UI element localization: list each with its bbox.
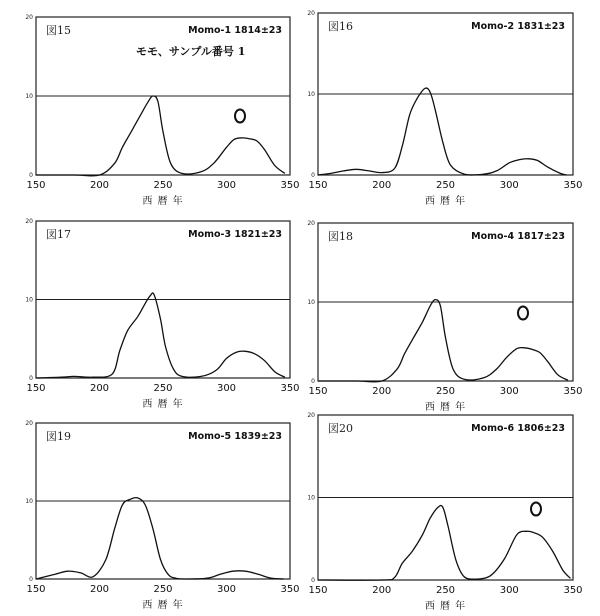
circle-mark	[518, 307, 528, 320]
x-tick-label-350: 350	[563, 180, 583, 191]
x-tick-label-250: 250	[435, 585, 456, 596]
figure-label: 図17	[46, 228, 71, 241]
figure-label: 図16	[328, 20, 353, 33]
chart-panel-6	[307, 412, 582, 612]
chart-panel-2	[307, 10, 582, 207]
x-tick-label-350: 350	[563, 585, 583, 596]
chart-panel-4	[307, 220, 582, 413]
x-axis-label: 西 暦 年	[424, 601, 467, 612]
figure-label: 図19	[46, 430, 71, 443]
y-tick-label-20: 20	[25, 14, 33, 21]
y-tick-label-10: 10	[307, 494, 315, 502]
series-line	[318, 88, 567, 175]
circle-mark	[235, 110, 245, 123]
x-tick-label-250: 250	[435, 386, 456, 397]
y-tick-label-10: 10	[307, 91, 315, 98]
chart-panel-1	[25, 14, 299, 207]
y-tick-label-20: 20	[307, 220, 315, 227]
x-tick-label-350: 350	[280, 180, 300, 191]
figure-label: 図18	[328, 230, 353, 243]
figure-label: 図15	[46, 24, 71, 37]
y-tick-label-0: 0	[311, 172, 315, 179]
x-tick-label-200: 200	[372, 585, 392, 596]
x-axis-label: 西 暦 年	[142, 399, 184, 410]
x-tick-label-150: 150	[308, 585, 328, 596]
x-tick-label-200: 200	[372, 180, 392, 191]
x-tick-label-300: 300	[216, 180, 237, 191]
x-tick-label-200: 200	[89, 584, 110, 595]
y-tick-label-0: 0	[29, 172, 33, 179]
x-tick-label-150: 150	[308, 386, 328, 397]
y-tick-label-20: 20	[307, 10, 315, 17]
x-tick-label-150: 150	[26, 383, 46, 394]
x-tick-label-150: 150	[26, 180, 46, 191]
x-tick-label-250: 250	[153, 383, 173, 394]
y-tick-label-20: 20	[307, 412, 315, 419]
sample-title: Momo-5 1839±23	[188, 431, 282, 442]
chart-panel-5	[25, 420, 299, 611]
x-tick-label-300: 300	[216, 383, 237, 394]
series-line	[36, 498, 284, 579]
x-axis-label: 西 暦 年	[142, 600, 184, 611]
sample-title: Momo-1 1814±23	[188, 25, 282, 36]
x-tick-label-350: 350	[563, 386, 583, 397]
x-tick-label-200: 200	[89, 180, 110, 191]
x-tick-label-200: 200	[372, 386, 392, 397]
x-tick-label-300: 300	[499, 585, 519, 596]
handwritten-note: モモ、サンプル番号 1	[136, 45, 246, 58]
x-axis-label: 西 暦 年	[142, 196, 184, 207]
x-tick-label-250: 250	[435, 180, 456, 191]
x-tick-label-250: 250	[153, 584, 173, 595]
x-axis-label: 西 暦 年	[424, 196, 467, 207]
y-tick-label-10: 10	[307, 299, 315, 306]
x-axis-label: 西 暦 年	[424, 402, 467, 413]
chart-panel-3	[25, 218, 299, 410]
series-line	[318, 505, 571, 580]
y-tick-label-0: 0	[29, 375, 33, 382]
y-tick-label-0: 0	[311, 378, 315, 385]
x-tick-label-250: 250	[153, 180, 173, 191]
sample-title: Momo-6 1806±23	[471, 423, 565, 434]
y-tick-label-10: 10	[25, 296, 33, 304]
series-line	[318, 300, 568, 382]
y-tick-label-10: 10	[25, 498, 33, 505]
x-tick-label-150: 150	[308, 180, 328, 191]
x-tick-label-200: 200	[89, 383, 110, 394]
y-tick-label-20: 20	[25, 420, 33, 427]
series-line	[36, 96, 285, 176]
y-tick-label-20: 20	[25, 218, 33, 225]
x-tick-label-350: 350	[280, 584, 300, 595]
sample-title: Momo-3 1821±23	[188, 229, 282, 240]
y-tick-label-0: 0	[311, 577, 315, 584]
y-tick-label-0: 0	[29, 576, 33, 583]
x-tick-label-300: 300	[216, 584, 237, 595]
x-tick-label-350: 350	[280, 383, 300, 394]
sample-title: Momo-2 1831±23	[471, 21, 565, 32]
sample-title: Momo-4 1817±23	[471, 231, 565, 242]
x-tick-label-300: 300	[499, 386, 519, 397]
y-tick-label-10: 10	[25, 93, 33, 100]
x-tick-label-300: 300	[499, 180, 519, 191]
figure-label: 図20	[328, 422, 353, 435]
circle-mark	[531, 503, 541, 516]
x-tick-label-150: 150	[26, 584, 46, 595]
series-line	[36, 293, 285, 378]
